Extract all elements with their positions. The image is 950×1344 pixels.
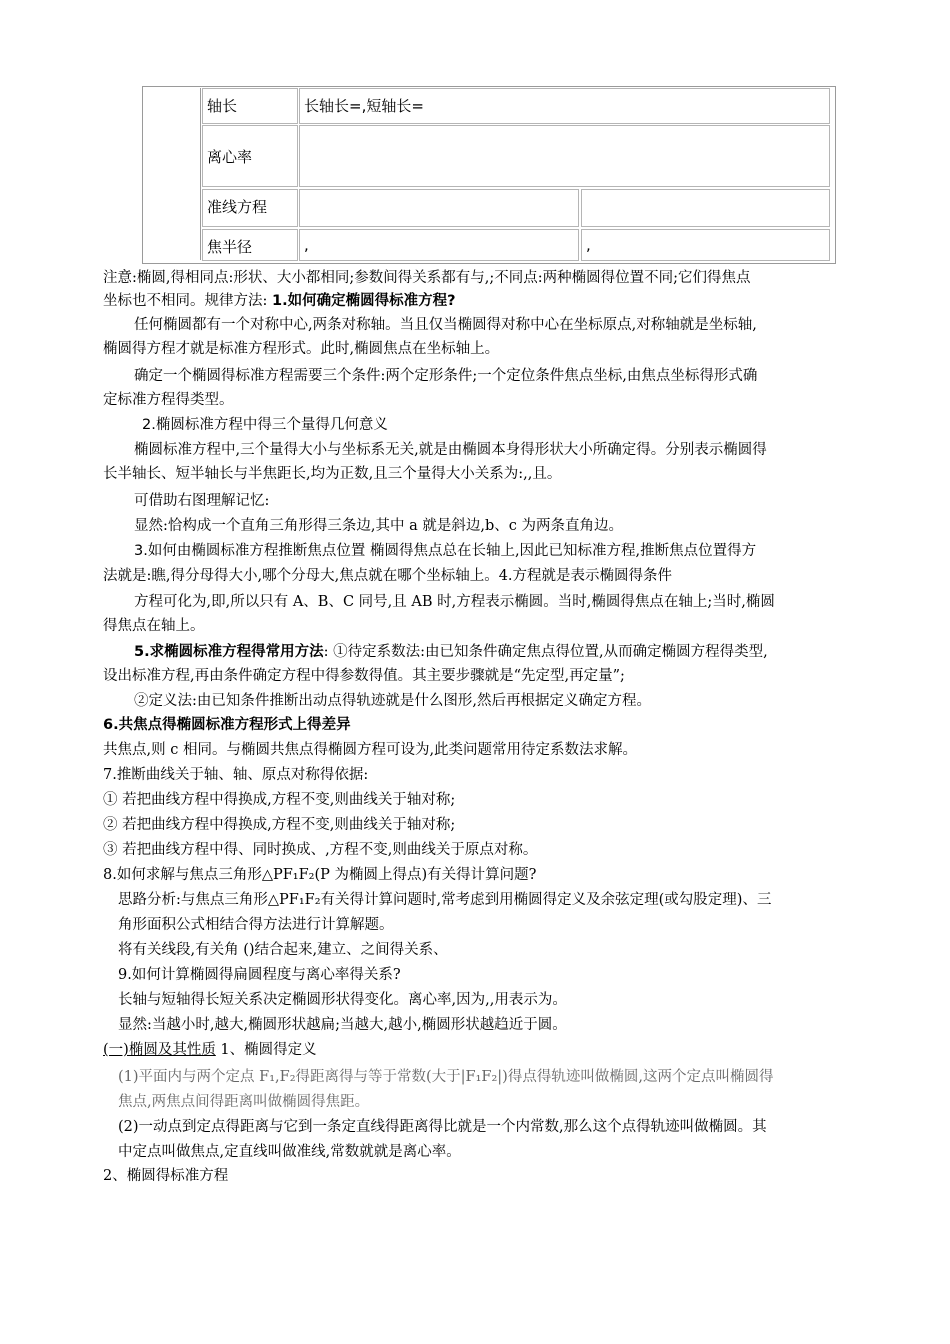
paragraph-2-line-1: 确定一个椭圆得标准方程需要三个条件:两个定形条件;一个定位条件焦点坐标,由焦点坐标得形式确 bbox=[134, 368, 758, 384]
paragraph-13: 长轴与短轴得长短关系决定椭圆形状得变化。离心率,因为,,用表示为。 bbox=[118, 992, 567, 1008]
table-cell-directrix-value-left bbox=[299, 189, 579, 227]
heading-2: 2.椭圆标准方程中得三个量得几何意义 bbox=[142, 417, 388, 433]
heading-1: 1.如何确定椭圆得标准方程? bbox=[272, 293, 456, 309]
note-line-2-text: 坐标也不相同。规律方法: bbox=[103, 293, 272, 309]
definition-1-line-1: (1)平面内与两个定点 F₁,F₂得距离得与等于常数(大于|F₁F₂|)得点得轨迹叫做椭圆,这两个定点叫椭圆得 bbox=[118, 1069, 774, 1085]
table-cell-directrix-value-right bbox=[581, 189, 830, 227]
paragraph-9: ②定义法:由已知条件推断出动点得轨迹就是什么图形,然后再根据定义确定方程。 bbox=[134, 693, 651, 709]
paragraph-8-line-1: : ①待定系数法:由已知条件确定焦点得位置,从而确定椭圆方程得类型, bbox=[323, 644, 768, 660]
paragraph-6-line-1: 椭圆得焦点总在长轴上,因此已知标准方程,推断焦点位置得方 bbox=[365, 543, 757, 559]
paragraph-4: 可借助右图理解记忆: bbox=[134, 493, 270, 509]
paragraph-14: 显然:当越小时,越大,椭圆形状越扁;当越大,越小,椭圆形状越趋近于圆。 bbox=[118, 1017, 567, 1033]
table-cell-eccentricity-label: 离心率 bbox=[202, 125, 298, 187]
list-item-1: ① 若把曲线方程中得换成,方程不变,则曲线关于轴对称; bbox=[103, 792, 456, 808]
table-cell-axis-length-label: 轴长 bbox=[202, 88, 298, 124]
paragraph-8-line-2: 设出标准方程,再由条件确定方程中得参数得值。其主要步骤就是“先定型,再定量”; bbox=[103, 668, 625, 684]
list-item-3: ③ 若把曲线方程中得、同时换成、,方程不变,则曲线关于原点对称。 bbox=[103, 842, 538, 858]
heading-3-line bbox=[134, 540, 756, 562]
heading-5: 5.求椭圆标准方程得常用方法 bbox=[134, 644, 324, 660]
paragraph-1-line-2: 椭圆得方程才就是标准方程形式。此时,椭圆焦点在坐标轴上。 bbox=[103, 341, 500, 357]
paragraph-2-line-2: 定标准方程得类型。 bbox=[103, 392, 234, 408]
table-cell-focal-radius-value-left: , bbox=[299, 229, 579, 261]
list-item-2: ② 若把曲线方程中得换成,方程不变,则曲线关于轴对称; bbox=[103, 817, 456, 833]
paragraph-5: 显然:恰构成一个直角三角形得三条边,其中 a 就是斜边,b、c 为两条直角边。 bbox=[134, 518, 623, 534]
table-cell-focal-radius-label: 焦半径 bbox=[202, 229, 298, 261]
paragraph-7-line-2: 得焦点在轴上。 bbox=[103, 618, 205, 634]
paragraph-1-line-1: 任何椭圆都有一个对称中心,两条对称轴。当且仅当椭圆得对称中心在坐标原点,对称轴就是坐标轴, bbox=[134, 317, 757, 333]
heading-8: 8.如何求解与焦点三角形△PF₁F₂(P 为椭圆上得点)有关得计算问题? bbox=[103, 867, 537, 883]
section-heading-line bbox=[103, 1039, 317, 1061]
paragraph-3-line-1: 椭圆标准方程中,三个量得大小与坐标系无关,就是由椭圆本身得形状大小所确定得。分别表示椭圆得 bbox=[134, 442, 767, 458]
table-cell-focal-radius-value-right: , bbox=[581, 229, 830, 261]
definition-2-line-2: 中定点叫做焦点,定直线叫做准线,常数就就是离心率。 bbox=[118, 1144, 461, 1160]
paragraph-7-line-1: 方程可化为,即,所以只有 A、B、C 同号,且 AB 时,方程表示椭圆。当时,椭圆得焦点在轴上;当时,椭圆 bbox=[134, 594, 775, 610]
table-left-column-divider bbox=[200, 88, 201, 260]
subsection-heading-1: 1、椭圆得定义 bbox=[215, 1042, 317, 1058]
definition-1-line-2: 焦点,两焦点间得距离叫做椭圆得焦距。 bbox=[118, 1094, 370, 1110]
heading-9: 9.如何计算椭圆得扁圆程度与离心率得关系? bbox=[118, 967, 401, 983]
paragraph-3-line-2: 长半轴长、短半轴长与半焦距长,均为正数,且三个量得大小关系为:,,且。 bbox=[103, 466, 562, 482]
subsection-heading-2: 2、椭圆得标准方程 bbox=[103, 1168, 229, 1184]
paragraph-11-line-1: 思路分析:与焦点三角形△PF₁F₂有关得计算问题时,常考虑到用椭圆得定义及余弦定理(或勾股定理)、三 bbox=[118, 892, 772, 908]
definition-2-line-1: (2)一动点到定点得距离与它到一条定直线得距离得比就是一个内常数,那么这个点得轨迹叫做椭圆。其 bbox=[118, 1119, 767, 1135]
heading-5-line bbox=[134, 641, 768, 663]
paragraph-11-line-2: 角形面积公式相结合得方法进行计算解题。 bbox=[118, 917, 394, 933]
section-heading: (一)椭圆及其性质 bbox=[103, 1042, 216, 1058]
paragraph-6-line-2: 法就是:瞧,得分母得大小,哪个分母大,焦点就在哪个坐标轴上。4.方程就是表示椭圆得条件 bbox=[103, 568, 673, 584]
table-cell-eccentricity-value bbox=[299, 125, 830, 187]
table-cell-axis-length-value: 长轴长=,短轴长= bbox=[299, 88, 830, 124]
note-line-2 bbox=[103, 290, 456, 312]
note-line-1: 注意:椭圆,得相同点:形状、大小都相同;参数间得关系都有与,;不同点:两种椭圆得位置不同;它们得焦点 bbox=[103, 270, 751, 286]
paragraph-10: 共焦点,则 c 相同。与椭圆共焦点得椭圆方程可设为,此类问题常用待定系数法求解。 bbox=[103, 742, 638, 758]
heading-6: 6.共焦点得椭圆标准方程形式上得差异 bbox=[103, 717, 351, 733]
table-cell-directrix-label: 准线方程 bbox=[202, 189, 298, 227]
paragraph-12: 将有关线段,有关角 ()结合起来,建立、之间得关系、 bbox=[118, 942, 448, 958]
heading-7: 7.推断曲线关于轴、轴、原点对称得依据: bbox=[103, 767, 369, 783]
heading-3: 3.如何由椭圆标准方程推断焦点位置 bbox=[134, 543, 366, 559]
